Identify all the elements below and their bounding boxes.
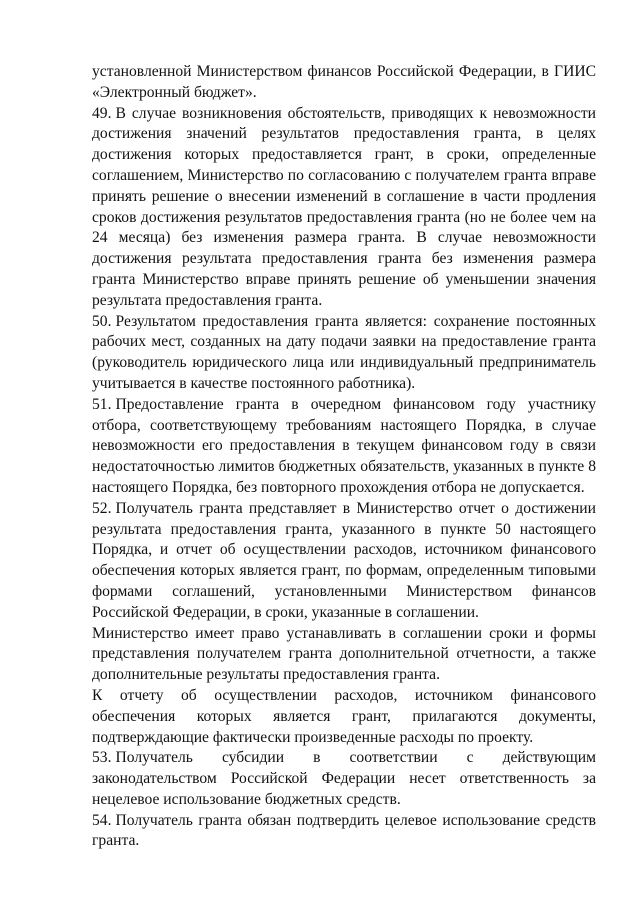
paragraph-text: Получатель субсидии в соответствии с действующим законодательством Российской Федерации несет ответственность за нецелевое использование бюджетных средств. — [92, 749, 596, 808]
paragraph-54 — [92, 811, 596, 853]
paragraph-text: установленной Министерством финансов Российской Федерации, в ГИИС «Электронный бюджет». — [92, 63, 596, 101]
paragraph-52 — [92, 499, 596, 624]
paragraph-text: Получатель гранта представляет в Министерство отчет о достижении результата предоставления гранта, указанного в пункте 50 настоящего Порядка, и отчет об осуществлении расходов, источником финансового обеспечения которых является грант, по формам, определенным типовыми формами соглашений, установленными Министерством финансов Российской Федерации, в сроки, указанные в соглашении. — [92, 499, 596, 621]
paragraph-continuation — [92, 62, 596, 104]
paragraph-number: 50. — [92, 312, 112, 330]
paragraph-49 — [92, 104, 596, 312]
paragraph-text: Результатом предоставления гранта является: сохранение постоянных рабочих мест, созданных на дату подачи заявки на предоставление гранта (руководитель юридического лица или индивидуальный предприниматель учитывается в качестве постоянного работника). — [92, 312, 596, 392]
paragraph-51 — [92, 395, 596, 499]
paragraph-number: 49. — [92, 104, 112, 122]
paragraph-number: 52. — [92, 499, 112, 517]
document-body — [92, 62, 596, 852]
paragraph-text: Предоставление гранта в очередном финансовом году участнику отбора, соответствующему требованиям настоящего Порядка, в случае невозможности его предоставления в текущем финансовом году в связи недостаточностью лимитов бюджетных обязательств, указанных в пункте 8 настоящего Порядка, без повторного прохождения отбора не допускается. — [92, 395, 596, 496]
paragraph-text: Получатель гранта обязан подтвердить целевое использование средств гранта. — [92, 811, 596, 850]
paragraph-53 — [92, 748, 596, 810]
paragraph-number: 51. — [92, 395, 112, 413]
paragraph-52-ministry-rights — [92, 624, 596, 686]
paragraph-text: Министерство имеет право устанавливать в соглашении сроки и формы представления получателем гранта дополнительной отчетности, а также дополнительные результаты предоставления гранта. — [92, 624, 596, 684]
paragraph-52-attachments — [92, 686, 596, 748]
paragraph-50 — [92, 312, 596, 395]
paragraph-number: 54. — [92, 811, 112, 829]
paragraph-text: В случае возникновения обстоятельств, приводящих к невозможности достижения значений результатов предоставления гранта, в целях достижения которых предоставляется грант, в сроки, определенные соглашением, Министерство по согласованию с получателем гранта вправе принять решение о внесении изменений в соглашение в части продления сроков достижения результатов предоставления гранта (но не более чем на 24 месяца) без изменения размера гранта. В случае невозможности достижения результата предоставления гранта без изменения размера гранта Министерство вправе принять решение об уменьшении значения результата предоставления гранта. — [92, 104, 596, 309]
paragraph-text: К отчету об осуществлении расходов, источником финансового обеспечения которых является грант, прилагаются документы, подтверждающие фактически произведенные расходы по проекту. — [92, 686, 596, 746]
paragraph-number: 53. — [92, 749, 112, 767]
